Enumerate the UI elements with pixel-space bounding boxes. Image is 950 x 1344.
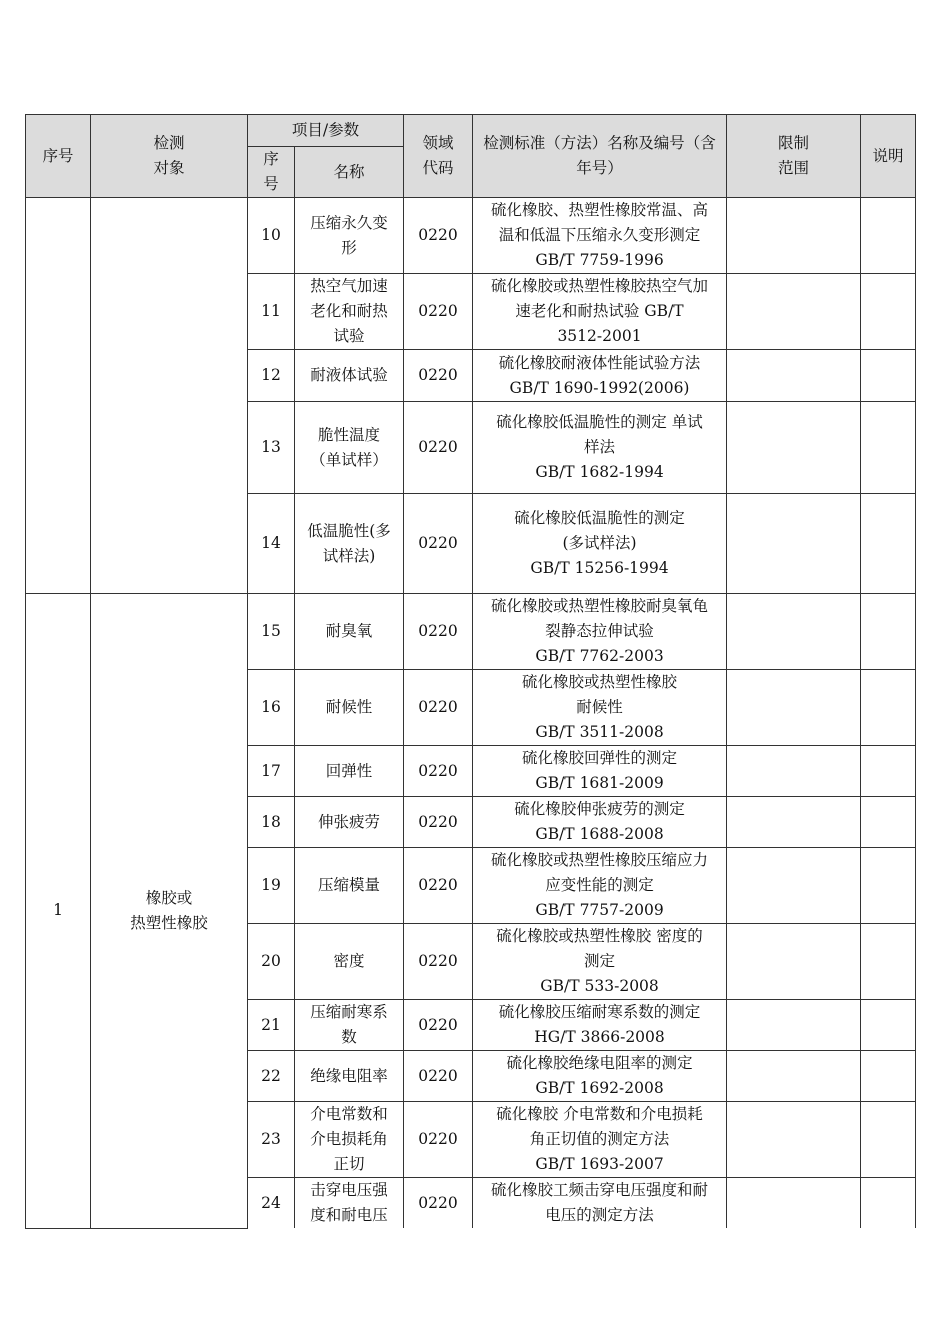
row-no: 20 bbox=[248, 924, 295, 1000]
row-code: 0220 bbox=[404, 274, 473, 350]
object-cell-empty bbox=[91, 198, 248, 594]
group-object-line: 橡胶或 bbox=[145, 888, 193, 907]
header-item-name: 名称 bbox=[295, 147, 404, 198]
row-note bbox=[861, 848, 916, 924]
row-limit bbox=[727, 594, 861, 670]
row-note bbox=[861, 494, 916, 594]
header-standard-line: 年号） bbox=[576, 159, 623, 177]
row-standard-line: 电压的测定方法 bbox=[545, 1206, 654, 1224]
row-standard-line: GB/T 1692-2008 bbox=[535, 1079, 664, 1097]
row-standard-line: 硫化橡胶 介电常数和介电损耗 bbox=[496, 1105, 703, 1123]
row-name-line: 绝缘电阻率 bbox=[310, 1066, 388, 1085]
row-standard-line: 硫化橡胶绝缘电阻率的测定 bbox=[506, 1054, 693, 1072]
row-standard-line: 角正切值的测定方法 bbox=[529, 1130, 670, 1148]
header-item-seq-line: 号 bbox=[263, 175, 279, 193]
row-standard-line: GB/T 3511-2008 bbox=[535, 723, 664, 741]
row-name-line: 热空气加速 bbox=[310, 277, 388, 295]
row-no: 15 bbox=[248, 594, 295, 670]
row-standard-line: GB/T 15256-1994 bbox=[530, 559, 669, 577]
row-note bbox=[861, 1000, 916, 1051]
row-standard-line: 硫化橡胶或热塑性橡胶 密度的 bbox=[496, 927, 703, 945]
row-note bbox=[861, 1178, 916, 1229]
row-no: 23 bbox=[248, 1102, 295, 1178]
row-name bbox=[295, 594, 404, 670]
row-standard-line: GB/T 1690-1992(2006) bbox=[509, 378, 690, 397]
row-standard-line: GB/T 1688-2008 bbox=[535, 825, 664, 843]
row-standard bbox=[473, 848, 727, 924]
standards-table bbox=[25, 114, 916, 1229]
row-no: 12 bbox=[248, 350, 295, 402]
row-note bbox=[861, 1051, 916, 1102]
row-limit bbox=[727, 1178, 861, 1229]
row-code: 0220 bbox=[404, 1000, 473, 1051]
row-standard-line: 裂静态拉伸试验 bbox=[545, 622, 654, 640]
row-name-line: （单试样） bbox=[310, 450, 388, 469]
row-name-line: 压缩耐寒系 bbox=[310, 1003, 388, 1021]
row-standard-line: 3512-2001 bbox=[557, 327, 642, 345]
row-standard-line: 应变性能的测定 bbox=[545, 876, 654, 894]
row-name bbox=[295, 494, 404, 594]
header-limit bbox=[727, 115, 861, 198]
row-no: 10 bbox=[248, 198, 295, 274]
row-name-line: 介电损耗角 bbox=[310, 1130, 388, 1148]
row-name bbox=[295, 670, 404, 746]
row-standard bbox=[473, 1102, 727, 1178]
row-no: 11 bbox=[248, 274, 295, 350]
row-name bbox=[295, 746, 404, 797]
row-note bbox=[861, 670, 916, 746]
row-name-line: 耐候性 bbox=[325, 698, 373, 716]
header-limit-line: 限制 bbox=[778, 134, 810, 152]
row-standard bbox=[473, 494, 727, 594]
row-standard-line: 硫化橡胶或热塑性橡胶热空气加 bbox=[491, 277, 709, 295]
row-limit bbox=[727, 1051, 861, 1102]
row-code: 0220 bbox=[404, 198, 473, 274]
table-row bbox=[26, 594, 916, 670]
row-no: 13 bbox=[248, 402, 295, 494]
row-no: 18 bbox=[248, 797, 295, 848]
row-no: 21 bbox=[248, 1000, 295, 1051]
row-name bbox=[295, 924, 404, 1000]
row-standard-line: 测定 bbox=[584, 952, 616, 970]
row-limit bbox=[727, 1102, 861, 1178]
row-limit bbox=[727, 494, 861, 594]
row-standard-line: GB/T 7759-1996 bbox=[535, 251, 664, 269]
row-name-line: 形 bbox=[341, 238, 357, 257]
header-object bbox=[91, 115, 248, 198]
row-limit bbox=[727, 797, 861, 848]
header-domain-code bbox=[404, 115, 473, 198]
header-seq: 序号 bbox=[26, 115, 91, 198]
row-standard bbox=[473, 797, 727, 848]
row-standard-line: GB/T 1681-2009 bbox=[535, 774, 664, 792]
row-standard-line: HG/T 3866-2008 bbox=[534, 1028, 665, 1046]
row-standard bbox=[473, 1178, 727, 1229]
row-code: 0220 bbox=[404, 797, 473, 848]
header-item-seq-line: 序 bbox=[263, 150, 279, 168]
row-no: 22 bbox=[248, 1051, 295, 1102]
row-note bbox=[861, 274, 916, 350]
row-standard bbox=[473, 594, 727, 670]
row-limit bbox=[727, 670, 861, 746]
row-name-line: 回弹性 bbox=[325, 761, 373, 780]
row-note bbox=[861, 797, 916, 848]
row-limit bbox=[727, 848, 861, 924]
row-name-line: 试验 bbox=[333, 327, 365, 345]
row-name-line: 耐液体试验 bbox=[310, 366, 388, 384]
row-standard-line: GB/T 1682-1994 bbox=[535, 463, 664, 481]
row-code: 0220 bbox=[404, 670, 473, 746]
row-name bbox=[295, 198, 404, 274]
row-limit bbox=[727, 274, 861, 350]
row-limit bbox=[727, 198, 861, 274]
row-name-line: 老化和耐热 bbox=[310, 302, 388, 320]
row-name-line: 介电常数和 bbox=[310, 1105, 388, 1123]
seq-cell-empty bbox=[26, 198, 91, 594]
row-limit bbox=[727, 924, 861, 1000]
row-name-line: 脆性温度 bbox=[318, 425, 381, 444]
row-note bbox=[861, 198, 916, 274]
row-note bbox=[861, 402, 916, 494]
row-standard-line: 硫化橡胶或热塑性橡胶 bbox=[522, 673, 678, 691]
row-note bbox=[861, 924, 916, 1000]
row-standard-line: GB/T 7757-2009 bbox=[535, 901, 664, 919]
row-standard-line: 硫化橡胶或热塑性橡胶压缩应力 bbox=[491, 851, 709, 869]
row-code: 0220 bbox=[404, 1178, 473, 1229]
table-row bbox=[26, 198, 916, 274]
row-standard-line: (多试样法) bbox=[562, 534, 637, 552]
row-standard-line: 硫化橡胶低温脆性的测定 单试 bbox=[496, 413, 703, 431]
row-code: 0220 bbox=[404, 1051, 473, 1102]
row-code: 0220 bbox=[404, 924, 473, 1000]
group-object-line: 热塑性橡胶 bbox=[130, 913, 208, 932]
row-code: 0220 bbox=[404, 1102, 473, 1178]
row-limit bbox=[727, 746, 861, 797]
row-standard-line: GB/T 1693-2007 bbox=[535, 1155, 664, 1173]
row-name-line: 数 bbox=[341, 1028, 357, 1046]
row-standard-line: 硫化橡胶或热塑性橡胶耐臭氧龟 bbox=[491, 597, 709, 615]
row-standard-line: 硫化橡胶压缩耐寒系数的测定 bbox=[498, 1003, 701, 1021]
row-name-line: 压缩模量 bbox=[318, 876, 381, 894]
row-name-line: 试样法) bbox=[322, 546, 376, 565]
row-standard-line: 速老化和耐热试验 GB/T bbox=[515, 302, 684, 320]
row-name bbox=[295, 1051, 404, 1102]
row-name bbox=[295, 1102, 404, 1178]
row-note bbox=[861, 746, 916, 797]
row-name-line: 耐臭氧 bbox=[325, 622, 373, 640]
row-limit bbox=[727, 350, 861, 402]
row-standard-line: GB/T 7762-2003 bbox=[535, 647, 664, 665]
row-code: 0220 bbox=[404, 402, 473, 494]
row-standard-line: 硫化橡胶伸张疲劳的测定 bbox=[514, 800, 685, 818]
row-code: 0220 bbox=[404, 350, 473, 402]
row-standard bbox=[473, 402, 727, 494]
row-name-line: 度和耐电压 bbox=[310, 1206, 388, 1224]
row-name-line: 压缩永久变 bbox=[310, 213, 388, 232]
row-name-line: 密度 bbox=[333, 952, 365, 970]
row-name-line: 正切 bbox=[333, 1155, 365, 1173]
row-standard-line: 硫化橡胶回弹性的测定 bbox=[522, 749, 678, 767]
row-note bbox=[861, 350, 916, 402]
row-name-line: 伸张疲劳 bbox=[318, 812, 381, 831]
row-code: 0220 bbox=[404, 746, 473, 797]
header-domain-code-line: 代码 bbox=[422, 159, 454, 177]
header-item-group: 项目/参数 bbox=[248, 115, 404, 147]
row-standard bbox=[473, 670, 727, 746]
row-note bbox=[861, 1102, 916, 1178]
header-standard bbox=[473, 115, 727, 198]
row-name bbox=[295, 797, 404, 848]
header-object-line: 对象 bbox=[153, 159, 185, 177]
row-limit bbox=[727, 402, 861, 494]
row-code: 0220 bbox=[404, 594, 473, 670]
row-name bbox=[295, 1000, 404, 1051]
row-standard-line: 样法 bbox=[584, 438, 616, 456]
header-object-line: 检测 bbox=[153, 134, 185, 152]
row-code: 0220 bbox=[404, 494, 473, 594]
row-standard bbox=[473, 274, 727, 350]
row-no: 14 bbox=[248, 494, 295, 594]
row-name-line: 低温脆性(多 bbox=[307, 521, 391, 540]
row-limit bbox=[727, 1000, 861, 1051]
row-name bbox=[295, 274, 404, 350]
row-standard-line: 硫化橡胶、热塑性橡胶常温、高 bbox=[491, 201, 709, 219]
header-limit-line: 范围 bbox=[778, 159, 810, 177]
row-standard-line: 硫化橡胶低温脆性的测定 bbox=[514, 509, 685, 527]
row-standard bbox=[473, 746, 727, 797]
row-standard-line: GB/T 533-2008 bbox=[540, 977, 659, 995]
row-name bbox=[295, 1178, 404, 1229]
row-standard-line: 硫化橡胶耐液体性能试验方法 bbox=[498, 353, 701, 372]
group-object-cell bbox=[91, 594, 248, 1229]
row-name-line: 击穿电压强 bbox=[310, 1181, 388, 1199]
row-name bbox=[295, 350, 404, 402]
header-note: 说明 bbox=[861, 115, 916, 198]
row-standard-line: 耐候性 bbox=[576, 698, 623, 716]
row-standard bbox=[473, 1051, 727, 1102]
row-note bbox=[861, 594, 916, 670]
row-name bbox=[295, 848, 404, 924]
group-seq-cell: 1 bbox=[26, 594, 91, 1229]
row-standard bbox=[473, 1000, 727, 1051]
row-no: 17 bbox=[248, 746, 295, 797]
row-standard bbox=[473, 350, 727, 402]
header-domain-code-line: 领域 bbox=[422, 134, 454, 152]
row-name bbox=[295, 402, 404, 494]
row-no: 24 bbox=[248, 1178, 295, 1229]
header-item-seq bbox=[248, 147, 295, 198]
header-standard-line: 检测标准（方法）名称及编号（含 bbox=[483, 134, 716, 152]
row-code: 0220 bbox=[404, 848, 473, 924]
row-standard-line: 硫化橡胶工频击穿电压强度和耐 bbox=[491, 1181, 709, 1199]
row-no: 19 bbox=[248, 848, 295, 924]
standards-table-container bbox=[25, 114, 915, 1229]
row-standard bbox=[473, 198, 727, 274]
row-no: 16 bbox=[248, 670, 295, 746]
row-standard-line: 温和低温下压缩永久变形测定 bbox=[498, 226, 701, 244]
row-standard bbox=[473, 924, 727, 1000]
